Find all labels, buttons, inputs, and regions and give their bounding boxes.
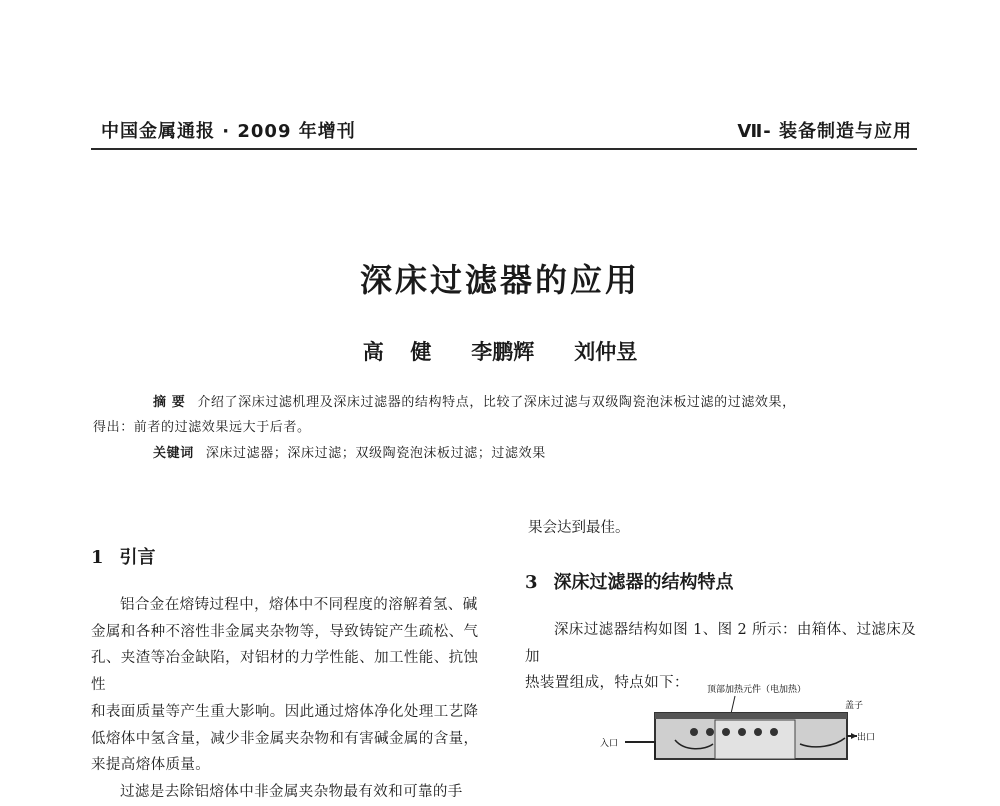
section-1-title: 引言 xyxy=(119,547,156,568)
label-lid: 盖子 xyxy=(845,701,864,711)
heater-element xyxy=(706,728,714,736)
body-line: 来提高熔体质量。 xyxy=(91,757,211,774)
body-line: 深床过滤器结构如图 1、图 2 所示：由箱体、过滤床及加 xyxy=(525,622,917,665)
abstract-text-line1: 介绍了深床过滤机理及深床过滤器的结构特点，比较了深床过滤与双级陶瓷泡沫板过滤的过滤效果， xyxy=(197,395,796,410)
label-outlet: 出口 xyxy=(857,733,876,743)
section-1-heading xyxy=(91,543,156,569)
abstract xyxy=(153,391,796,410)
label-top-heater: 顶部加热元件（电加热） xyxy=(707,685,807,695)
lid-bar xyxy=(655,713,847,719)
keywords-text: 深床过滤器；深床过滤；双级陶瓷泡沫板过滤；过滤效果 xyxy=(205,446,546,461)
section-3-number: 3 xyxy=(525,572,538,593)
body-line: 和表面质量等产生重大影响。因此通过熔体净化处理工艺降 xyxy=(91,703,479,720)
keywords-label: 关键词 xyxy=(153,446,194,461)
abstract-label: 摘 要 xyxy=(153,395,186,410)
continuation-text: 果会达到最佳。 xyxy=(528,520,630,536)
body-line: 铝合金在熔铸过程中，熔体中不同程度的溶解着氢、碱 xyxy=(120,597,478,613)
authors: 高 健 李鹏辉 刘仲昱 xyxy=(362,339,638,364)
figure-1 xyxy=(595,680,895,759)
inlet-pipe xyxy=(625,742,655,759)
section-header: Ⅶ- 装备制造与应用 xyxy=(737,121,912,142)
section-1-number: 1 xyxy=(91,547,104,568)
body-line: 过滤是去除铝熔体中非金属夹杂物最有效和可靠的手 xyxy=(120,783,463,800)
filter-diagram xyxy=(595,680,895,759)
heater-element xyxy=(722,728,730,736)
filter-bed xyxy=(715,720,795,759)
body-line: 热装置组成，特点如下： xyxy=(525,675,689,692)
label-inlet: 入口 xyxy=(600,739,619,749)
heater-element xyxy=(738,728,746,736)
heater-element xyxy=(754,728,762,736)
keywords xyxy=(153,442,546,461)
heater-element xyxy=(690,728,698,736)
body-line: 金属和各种不溶性非金属夹杂物等，导致铸锭产生疏松、气 xyxy=(91,623,479,640)
abstract-text-line2: 得出：前者的过滤效果远大于后者。 xyxy=(93,420,311,435)
heater-element xyxy=(770,728,778,736)
section-3-title: 深床过滤器的结构特点 xyxy=(553,572,734,593)
journal-header: 中国金属通报 · 2009 年增刊 xyxy=(101,121,356,142)
section-1-body xyxy=(91,592,489,800)
header-divider xyxy=(91,148,917,150)
body-line: 低熔体中氢含量，减少非金属夹杂物和有害碱金属的含量， xyxy=(91,730,479,747)
section-3-heading xyxy=(525,568,734,594)
body-line: 孔、夹渣等冶金缺陷，对铝材的力学性能、加工性能、抗蚀性 xyxy=(91,650,479,694)
paper-title: 深床过滤器的应用 xyxy=(359,261,640,299)
